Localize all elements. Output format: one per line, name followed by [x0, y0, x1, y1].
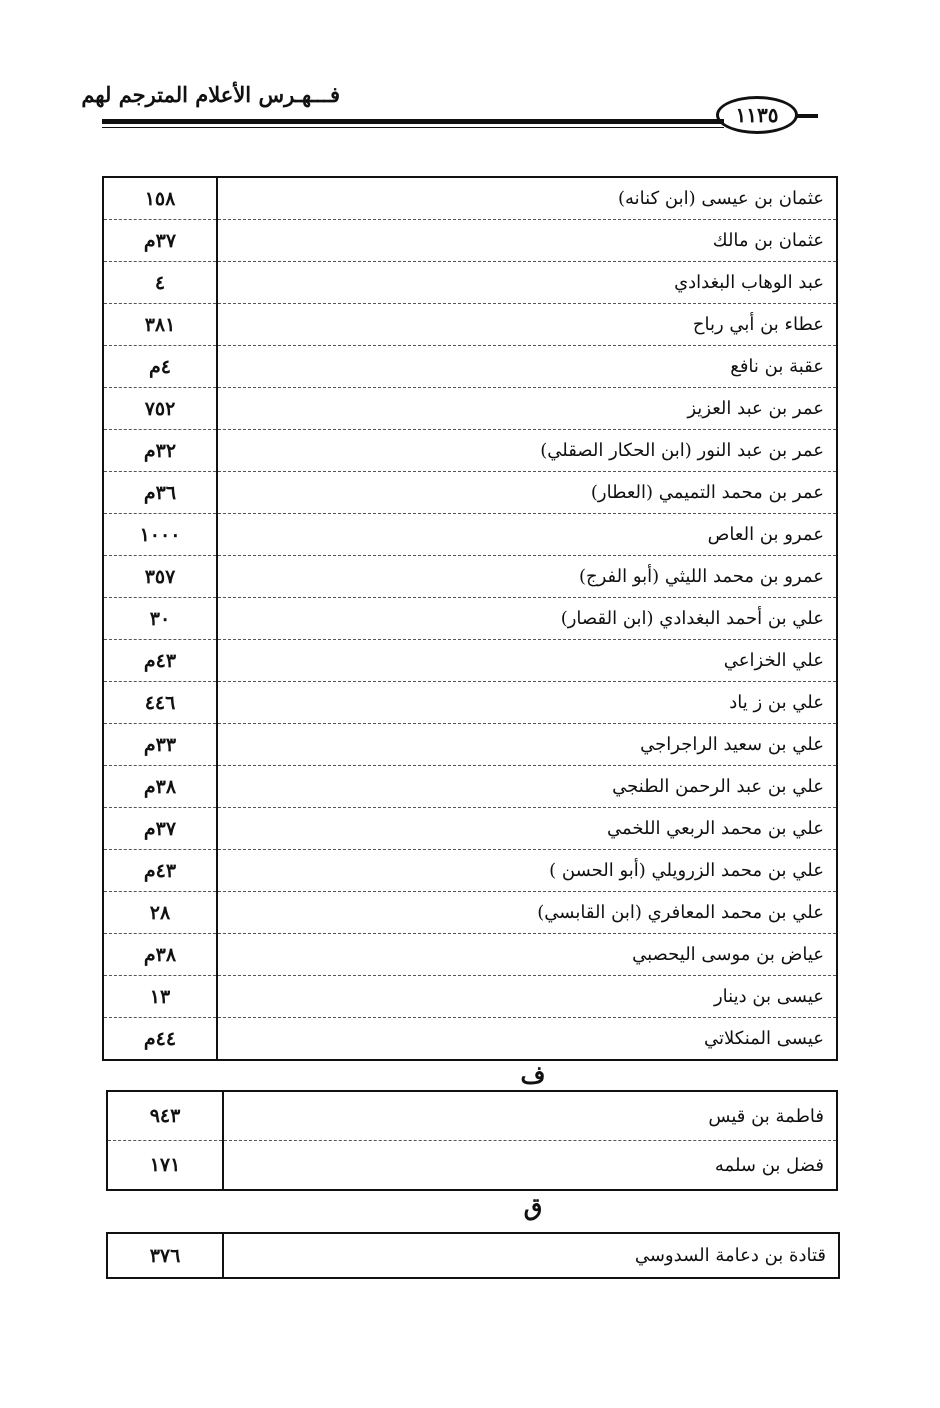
person-name: عمرو بن العاص	[217, 514, 837, 556]
index-row	[103, 850, 837, 892]
header-rule-right	[796, 114, 818, 118]
page-reference: ١٠٠٠	[103, 514, 217, 556]
index-row	[103, 304, 837, 346]
index-row	[107, 1141, 837, 1191]
index-row	[103, 472, 837, 514]
person-name: علي بن أحمد البغدادي (ابن القصار)	[217, 598, 837, 640]
index-row	[103, 640, 837, 682]
page-reference: ٣٥٧	[103, 556, 217, 598]
index-row	[103, 346, 837, 388]
page-number-badge	[716, 96, 798, 134]
index-table-qaf	[106, 1232, 840, 1279]
person-name: علي الخزاعي	[217, 640, 837, 682]
page-header	[0, 0, 940, 170]
index-row	[103, 766, 837, 808]
person-name: علي بن محمد الزرويلي (أبو الحسن )	[217, 850, 837, 892]
page-number: ١١٣٥	[735, 103, 779, 127]
index-row	[103, 934, 837, 976]
index-row	[103, 514, 837, 556]
page-reference: ٣٧م	[103, 220, 217, 262]
running-title: فـــهـرس الأعلام المترجم لهم	[81, 82, 340, 107]
page-reference: ١٥٨	[103, 177, 217, 220]
person-name: علي بن محمد الربعي اللخمي	[217, 808, 837, 850]
index-row	[103, 177, 837, 220]
person-name: علي بن ز ياد	[217, 682, 837, 724]
index-row	[103, 388, 837, 430]
index-row	[103, 682, 837, 724]
index-row	[103, 1018, 837, 1061]
page-reference: ٤م	[103, 346, 217, 388]
page-reference: ٣٦م	[103, 472, 217, 514]
index-table-ain	[102, 176, 838, 1061]
page-reference: ٤٤٦	[103, 682, 217, 724]
page-reference: ٤	[103, 262, 217, 304]
person-name: عياض بن موسى اليحصبي	[217, 934, 837, 976]
index-row	[103, 724, 837, 766]
page-reference: ٩٤٣	[107, 1091, 223, 1141]
index-row	[103, 892, 837, 934]
page-reference: ١٣	[103, 976, 217, 1018]
page-reference: ٣٨م	[103, 766, 217, 808]
person-name: فضل بن سلمه	[714, 1154, 824, 1176]
person-name: عيسى المنكلاتي	[704, 1028, 824, 1049]
page-reference: ٣٧٦	[107, 1233, 223, 1278]
page-reference: ٢٨	[103, 892, 217, 934]
person-name: قتادة بن دعامة السدوسي	[634, 1245, 826, 1266]
index-table-fa	[106, 1090, 838, 1191]
person-name: عمر بن عبد العزيز	[217, 388, 837, 430]
index-row	[103, 430, 837, 472]
person-name: عقبة بن نافع	[217, 346, 837, 388]
page-reference: ٤٤م	[103, 1018, 217, 1061]
page-reference: ٣٣م	[103, 724, 217, 766]
index-row	[103, 556, 837, 598]
header-rule-thin	[102, 127, 724, 128]
page-reference: ٣٢م	[103, 430, 217, 472]
index-row	[103, 598, 837, 640]
person-name: عثمان بن عيسى (ابن كنانه)	[217, 177, 837, 220]
person-name: عمر بن عبد النور (ابن الحكار الصقلي)	[217, 430, 837, 472]
index-row	[103, 976, 837, 1018]
person-name: عيسى بن دينار	[217, 976, 837, 1018]
person-name: فاطمة بن قيس	[223, 1091, 837, 1141]
page-reference: ٣٨١	[103, 304, 217, 346]
person-name: عثمان بن مالك	[217, 220, 837, 262]
index-row	[103, 808, 837, 850]
person-name: علي بن سعيد الراجراجي	[217, 724, 837, 766]
index-row	[107, 1233, 839, 1278]
header-rule-thick	[102, 119, 724, 124]
person-name: عبد الوهاب البغدادي	[217, 262, 837, 304]
page-reference: ١٧١	[107, 1141, 223, 1191]
section-letter-fa: ف	[520, 1060, 546, 1089]
page-reference: ٧٥٢	[103, 388, 217, 430]
page-reference: ٣٠	[103, 598, 217, 640]
person-name: عطاء بن أبي رباح	[217, 304, 837, 346]
person-name: عمر بن محمد التميمي (العطار)	[217, 472, 837, 514]
person-name: عمرو بن محمد الليثي (أبو الفرج)	[217, 556, 837, 598]
page-reference: ٤٣م	[103, 640, 217, 682]
section-letter-qaf: ق	[523, 1192, 543, 1221]
person-name: علي بن محمد المعافري (ابن القابسي)	[217, 892, 837, 934]
index-row	[107, 1091, 837, 1141]
person-name: علي بن عبد الرحمن الطنجي	[217, 766, 837, 808]
index-row	[103, 220, 837, 262]
index-row	[103, 262, 837, 304]
page-reference: ٤٣م	[103, 850, 217, 892]
page-reference: ٣٧م	[103, 808, 217, 850]
page-reference: ٣٨م	[103, 934, 217, 976]
